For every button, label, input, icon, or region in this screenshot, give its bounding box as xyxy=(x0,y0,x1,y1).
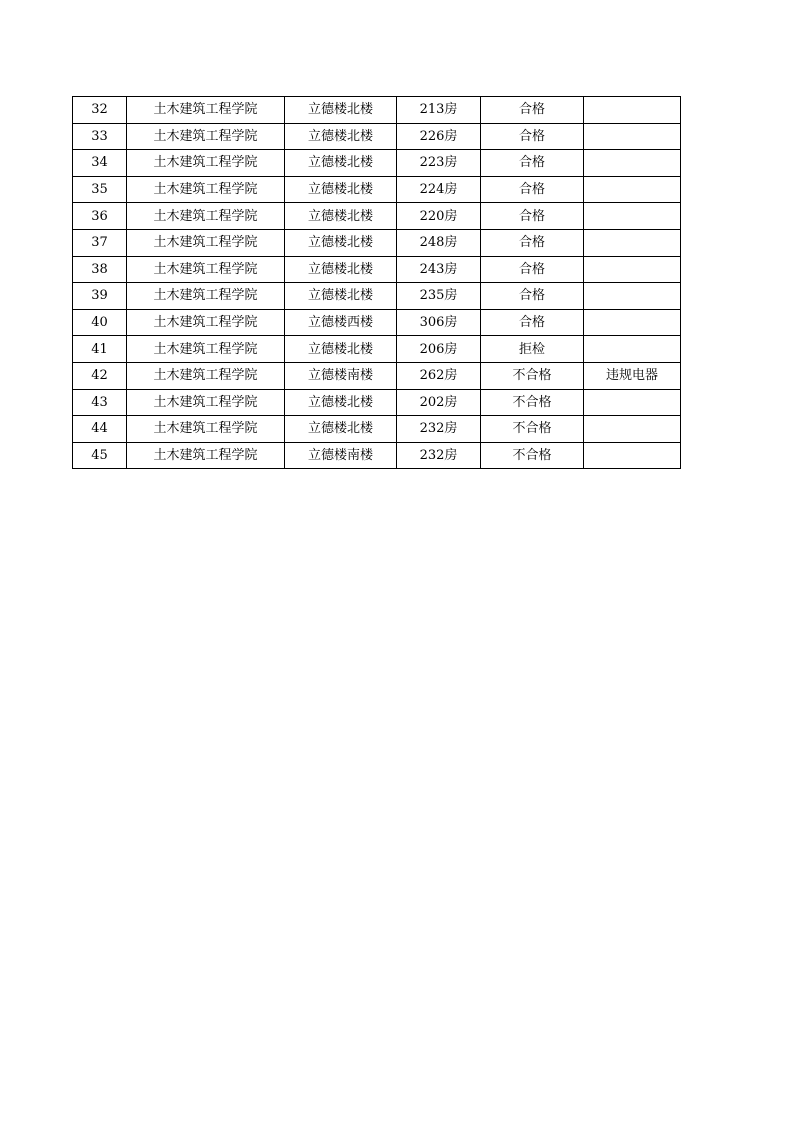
cell-college: 土木建筑工程学院 xyxy=(127,97,285,124)
table-row xyxy=(73,283,681,310)
cell-building: 立德楼北楼 xyxy=(285,283,397,310)
cell-note xyxy=(584,150,681,177)
table-row xyxy=(73,442,681,469)
cell-result: 合格 xyxy=(481,256,584,283)
cell-college: 土木建筑工程学院 xyxy=(127,256,285,283)
cell-building: 立德楼北楼 xyxy=(285,229,397,256)
cell-note xyxy=(584,203,681,230)
cell-college: 土木建筑工程学院 xyxy=(127,229,285,256)
cell-number: 34 xyxy=(73,150,127,177)
cell-college: 土木建筑工程学院 xyxy=(127,442,285,469)
cell-college: 土木建筑工程学院 xyxy=(127,283,285,310)
table-row xyxy=(73,150,681,177)
cell-result: 合格 xyxy=(481,203,584,230)
cell-building: 立德楼西楼 xyxy=(285,309,397,336)
cell-room: 232房 xyxy=(397,442,481,469)
cell-college: 土木建筑工程学院 xyxy=(127,123,285,150)
cell-college: 土木建筑工程学院 xyxy=(127,203,285,230)
cell-number: 32 xyxy=(73,97,127,124)
cell-room: 213房 xyxy=(397,97,481,124)
cell-room: 235房 xyxy=(397,283,481,310)
table-row xyxy=(73,336,681,363)
cell-building: 立德楼南楼 xyxy=(285,442,397,469)
cell-room: 248房 xyxy=(397,229,481,256)
table-row xyxy=(73,123,681,150)
cell-college: 土木建筑工程学院 xyxy=(127,309,285,336)
table-row xyxy=(73,389,681,416)
cell-college: 土木建筑工程学院 xyxy=(127,416,285,443)
cell-building: 立德楼北楼 xyxy=(285,203,397,230)
cell-note xyxy=(584,256,681,283)
cell-number: 36 xyxy=(73,203,127,230)
cell-result: 不合格 xyxy=(481,362,584,389)
cell-room: 220房 xyxy=(397,203,481,230)
cell-number: 38 xyxy=(73,256,127,283)
cell-building: 立德楼北楼 xyxy=(285,123,397,150)
cell-note xyxy=(584,336,681,363)
cell-number: 41 xyxy=(73,336,127,363)
cell-room: 262房 xyxy=(397,362,481,389)
cell-note xyxy=(584,97,681,124)
cell-number: 45 xyxy=(73,442,127,469)
cell-note xyxy=(584,416,681,443)
cell-note xyxy=(584,309,681,336)
cell-number: 44 xyxy=(73,416,127,443)
cell-room: 226房 xyxy=(397,123,481,150)
cell-number: 39 xyxy=(73,283,127,310)
cell-number: 42 xyxy=(73,362,127,389)
cell-result: 合格 xyxy=(481,229,584,256)
table-row xyxy=(73,229,681,256)
cell-note xyxy=(584,442,681,469)
cell-room: 306房 xyxy=(397,309,481,336)
cell-room: 232房 xyxy=(397,416,481,443)
cell-number: 35 xyxy=(73,176,127,203)
cell-note xyxy=(584,176,681,203)
cell-result: 合格 xyxy=(481,309,584,336)
cell-note xyxy=(584,123,681,150)
cell-college: 土木建筑工程学院 xyxy=(127,336,285,363)
cell-college: 土木建筑工程学院 xyxy=(127,150,285,177)
table-row xyxy=(73,416,681,443)
cell-building: 立德楼北楼 xyxy=(285,150,397,177)
cell-building: 立德楼北楼 xyxy=(285,389,397,416)
cell-number: 37 xyxy=(73,229,127,256)
cell-room: 243房 xyxy=(397,256,481,283)
cell-room: 223房 xyxy=(397,150,481,177)
cell-note xyxy=(584,229,681,256)
cell-college: 土木建筑工程学院 xyxy=(127,176,285,203)
cell-building: 立德楼北楼 xyxy=(285,97,397,124)
cell-result: 不合格 xyxy=(481,389,584,416)
cell-room: 224房 xyxy=(397,176,481,203)
cell-number: 33 xyxy=(73,123,127,150)
cell-result: 不合格 xyxy=(481,442,584,469)
cell-room: 202房 xyxy=(397,389,481,416)
cell-building: 立德楼北楼 xyxy=(285,336,397,363)
cell-building: 立德楼南楼 xyxy=(285,362,397,389)
cell-number: 43 xyxy=(73,389,127,416)
table-body xyxy=(73,97,681,469)
cell-number: 40 xyxy=(73,309,127,336)
table-row xyxy=(73,203,681,230)
cell-result: 合格 xyxy=(481,176,584,203)
cell-college: 土木建筑工程学院 xyxy=(127,362,285,389)
cell-result: 不合格 xyxy=(481,416,584,443)
cell-result: 拒检 xyxy=(481,336,584,363)
cell-note xyxy=(584,389,681,416)
table-row xyxy=(73,176,681,203)
cell-room: 206房 xyxy=(397,336,481,363)
cell-building: 立德楼北楼 xyxy=(285,256,397,283)
cell-building: 立德楼北楼 xyxy=(285,416,397,443)
cell-result: 合格 xyxy=(481,123,584,150)
cell-college: 土木建筑工程学院 xyxy=(127,389,285,416)
cell-building: 立德楼北楼 xyxy=(285,176,397,203)
cell-result: 合格 xyxy=(481,150,584,177)
inspection-table xyxy=(72,96,681,469)
table-row xyxy=(73,256,681,283)
cell-result: 合格 xyxy=(481,283,584,310)
table-row xyxy=(73,97,681,124)
cell-result: 合格 xyxy=(481,97,584,124)
table-row xyxy=(73,362,681,389)
cell-note: 违规电器 xyxy=(584,362,681,389)
cell-note xyxy=(584,283,681,310)
table-row xyxy=(73,309,681,336)
